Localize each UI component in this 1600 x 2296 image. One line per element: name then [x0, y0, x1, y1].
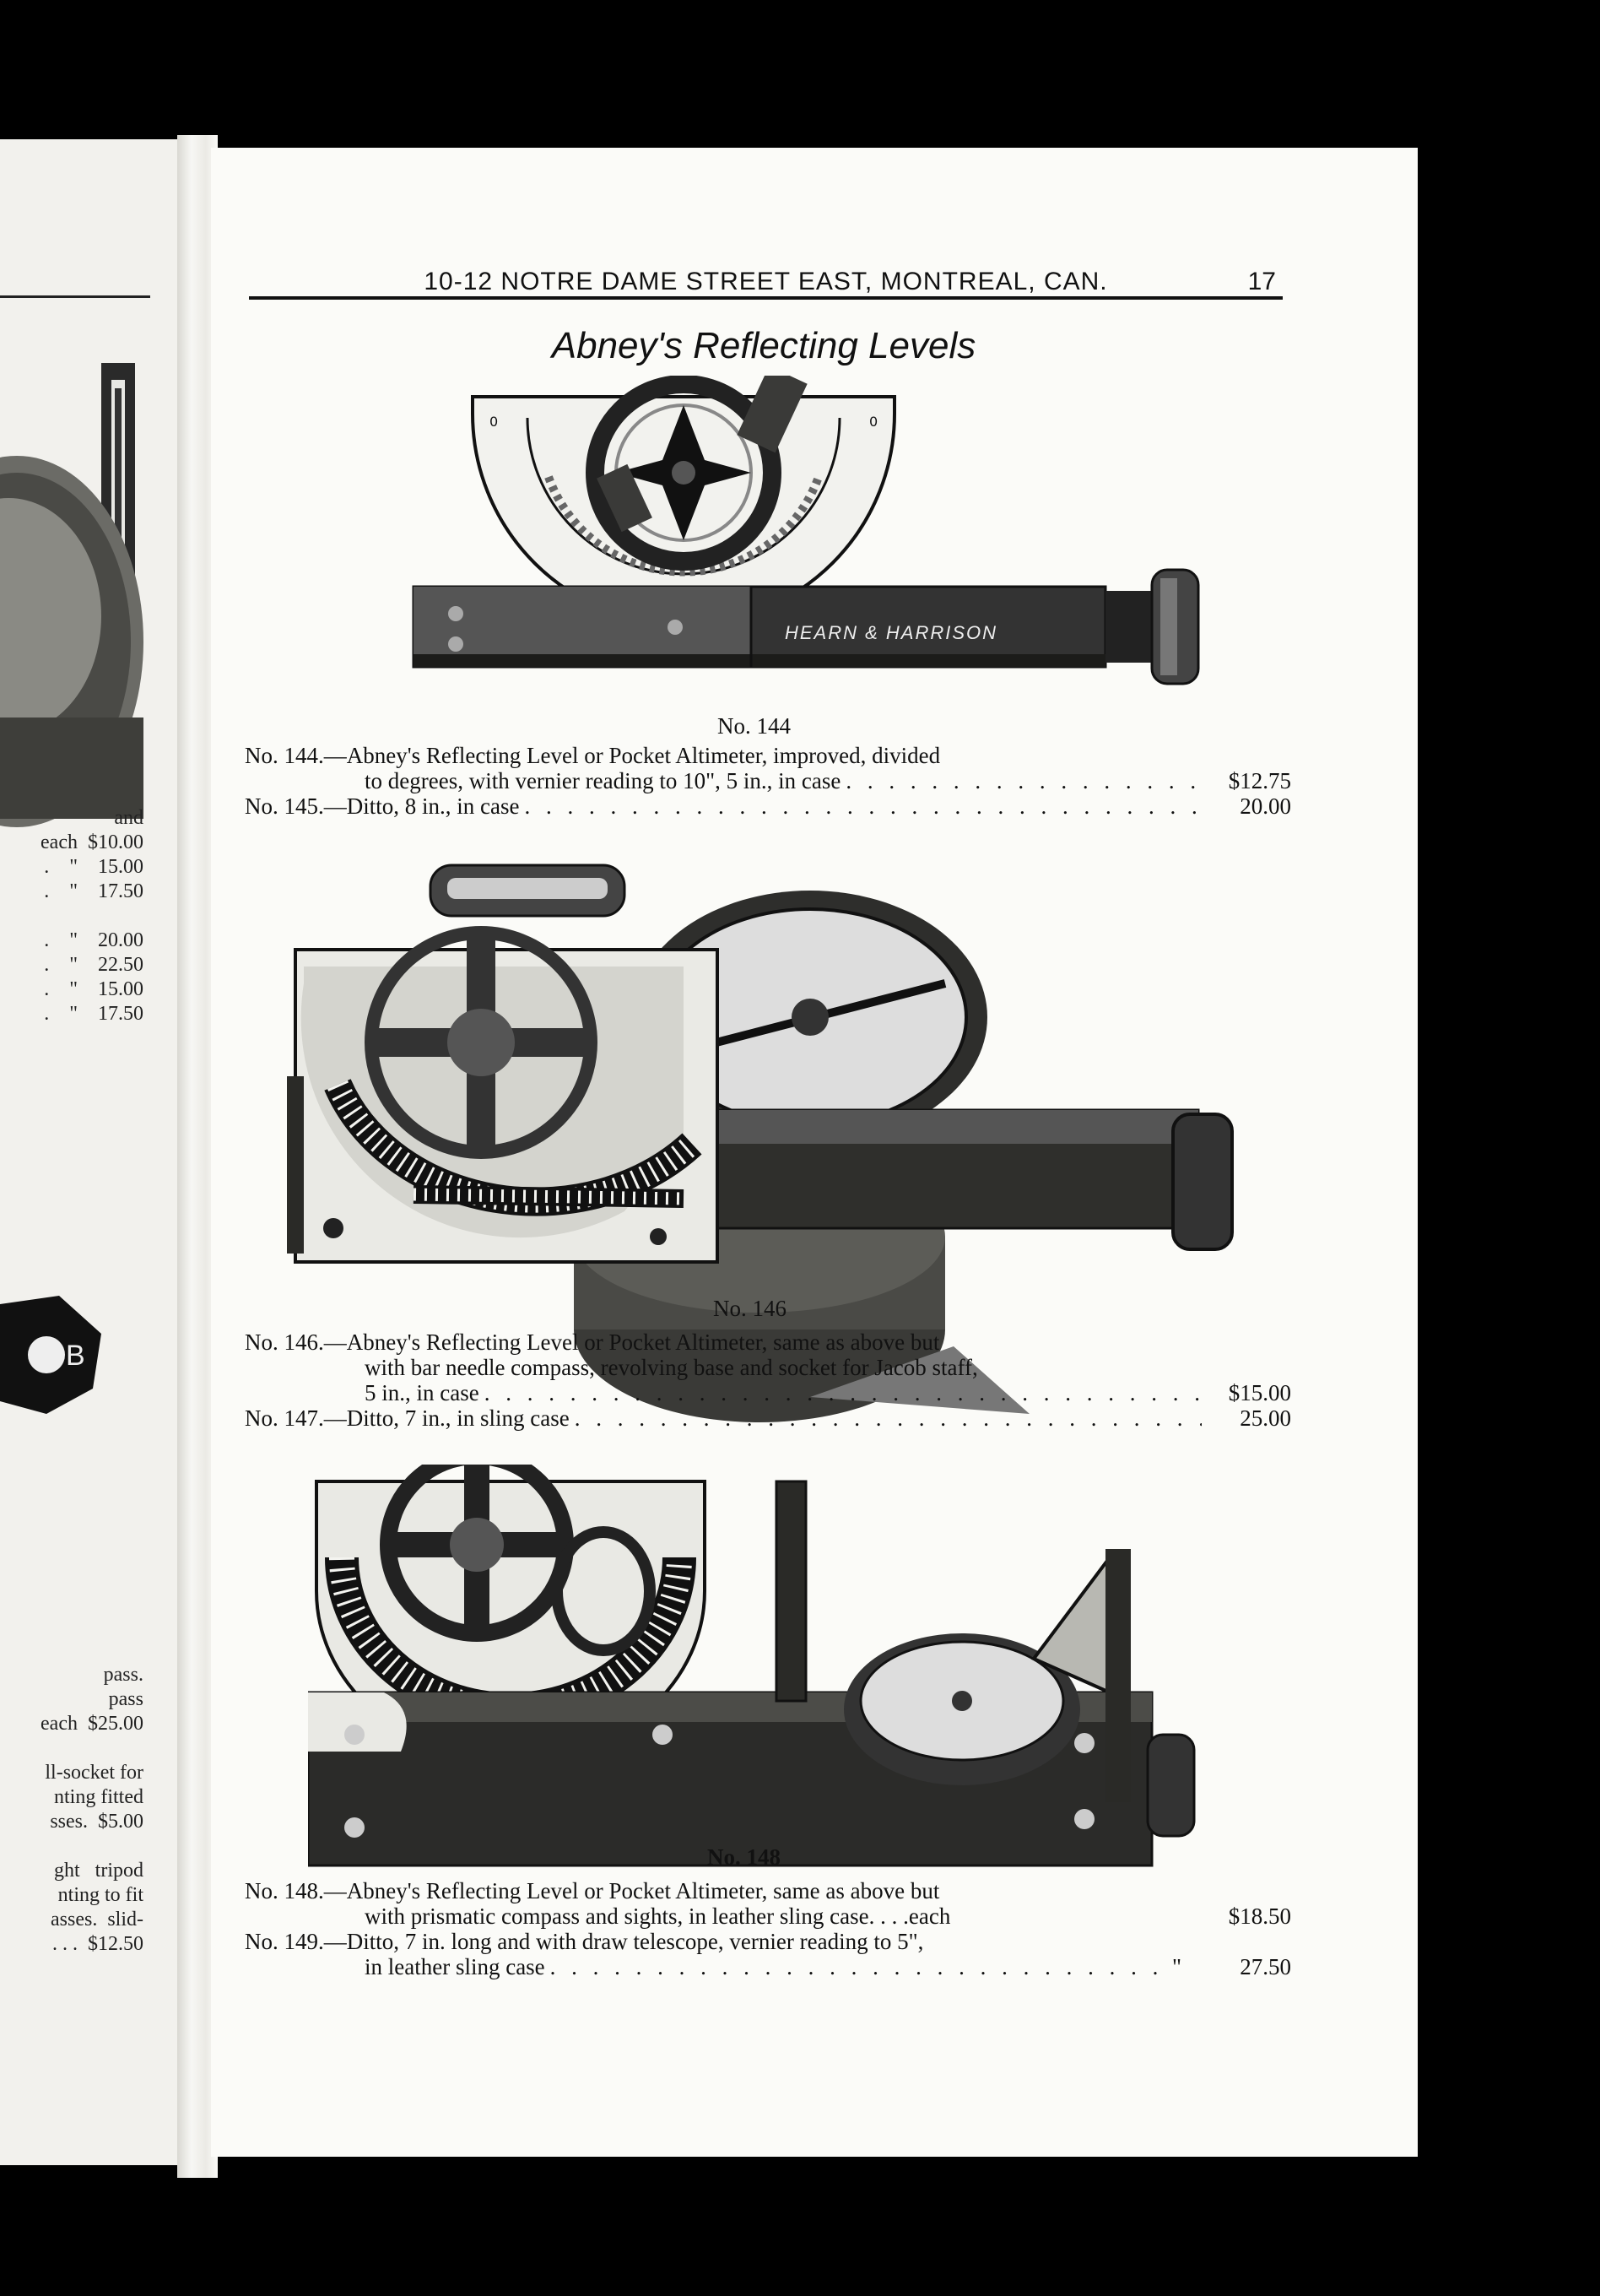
previous-page-line: . " 22.50 — [44, 954, 143, 976]
figure-label-no-148: No. 148 — [707, 1844, 781, 1870]
previous-page-line: asses. slid- — [51, 1909, 143, 1930]
previous-page-line: pass. — [103, 1664, 143, 1686]
svg-text:0: 0 — [869, 414, 878, 430]
entry-description: with bar needle compass, revolving base and socket for Jacob staff, — [365, 1355, 978, 1380]
entry-description: —Ditto, 7 in., in sling case — [323, 1405, 570, 1431]
catalog-entry-line — [245, 1903, 1291, 1929]
previous-page-line: ght tripod — [54, 1860, 143, 1882]
page-header — [249, 266, 1283, 300]
previous-page-line: nting fitted — [54, 1786, 143, 1808]
previous-page-line: . " 20.00 — [44, 929, 143, 951]
catalog-entry-line — [245, 768, 1291, 793]
catalog-entry-line — [245, 743, 1291, 768]
badge-letter: B — [66, 1340, 85, 1372]
previous-page-line: nting to fit — [57, 1884, 143, 1906]
dot-leader — [484, 1380, 1202, 1405]
entry-price: 20.00 — [1240, 793, 1291, 819]
entry-group-146-147 — [245, 1329, 1291, 1431]
entry-description: —Abney's Reflecting Level or Pocket Altimeter, improved, divided — [323, 743, 941, 768]
entry-description: 5 in., in case — [365, 1380, 479, 1405]
entry-description: to degrees, with vernier reading to 10", 5 in., in case — [365, 768, 841, 793]
catalog-entry-line — [245, 1355, 1291, 1380]
entry-description: with prismatic compass and sights, in leather sling case. . . .each — [365, 1903, 951, 1929]
page-number: 17 — [1247, 268, 1276, 295]
entry-price: $15.00 — [1228, 1380, 1291, 1405]
catalog-entry-line — [245, 1329, 1291, 1355]
figure-label-no-146: No. 146 — [713, 1296, 786, 1321]
previous-page-line: pass — [108, 1688, 143, 1710]
entry-price: 25.00 — [1240, 1405, 1291, 1431]
previous-page-line: . " 15.00 — [44, 978, 143, 1000]
maker-mark: HEARN & HARRISON — [785, 622, 998, 643]
entry-description: in leather sling case — [365, 1954, 545, 1979]
previous-page-fragment — [0, 139, 196, 2165]
entry-number: No. 145. — [245, 793, 324, 819]
entry-number: No. 147. — [245, 1405, 324, 1431]
entry-number: No. 144. — [245, 743, 324, 768]
previous-page-line — [0, 904, 143, 929]
page-title: Abney's Reflecting Levels — [551, 325, 976, 366]
catalog-page — [211, 148, 1418, 2157]
catalog-entry-line — [245, 1380, 1291, 1405]
previous-page-line: each $25.00 — [41, 1713, 143, 1735]
catalog-entry-line — [245, 1929, 1291, 1954]
ditto-mark: " — [1171, 1954, 1181, 1979]
previous-page-price-list-2 — [0, 1663, 143, 1957]
figure-label-no-144: No. 144 — [717, 713, 791, 739]
previous-page-line: each $10.00 — [41, 831, 143, 853]
previous-page-line: sses. $5.00 — [50, 1811, 143, 1833]
catalog-entry-line — [245, 1954, 1291, 1979]
dot-leader — [575, 1405, 1202, 1431]
entry-number: No. 149. — [245, 1929, 324, 1954]
header-address: 10-12 NOTRE DAME STREET EAST, MONTREAL, CAN. — [424, 268, 1108, 295]
entry-group-144-145 — [245, 743, 1291, 819]
catalog-entry-line — [245, 793, 1291, 819]
entry-number: No. 148. — [245, 1878, 324, 1903]
previous-page-line: . " 17.50 — [44, 1003, 143, 1025]
dot-leader — [550, 1954, 1167, 1979]
previous-page-line: . " 17.50 — [44, 880, 143, 902]
catalog-entry-line — [245, 1878, 1291, 1903]
entry-price: 27.50 — [1240, 1954, 1291, 1979]
entry-description: —Ditto, 8 in., in case — [323, 793, 520, 819]
previous-page-line — [0, 1736, 143, 1761]
previous-page-line: . " 15.00 — [44, 856, 143, 878]
previous-page-line: ll-socket for — [45, 1762, 143, 1784]
dot-leader — [846, 768, 1202, 793]
entry-price: $12.75 — [1228, 768, 1291, 793]
entry-price: $18.50 — [1228, 1903, 1291, 1929]
compass-badge-icon — [0, 1296, 110, 1414]
previous-page-line — [0, 1834, 143, 1859]
dot-leader — [524, 793, 1202, 819]
entry-number: No. 146. — [245, 1329, 324, 1355]
previous-page-price-list — [0, 806, 143, 1026]
entry-description: —Abney's Reflecting Level or Pocket Altimeter, same as above but — [323, 1878, 940, 1903]
entry-description: —Ditto, 7 in. long and with draw telescope, vernier reading to 5", — [323, 1929, 924, 1954]
catalog-entry-line — [245, 1405, 1291, 1431]
previous-page-line: and — [109, 807, 143, 829]
previous-page-line: . . . $12.50 — [52, 1933, 143, 1955]
previous-page-header-rule — [0, 295, 150, 298]
svg-text:0: 0 — [489, 414, 499, 430]
entry-description: —Abney's Reflecting Level or Pocket Altimeter, same as above but — [323, 1329, 940, 1355]
entry-group-148-149 — [245, 1878, 1291, 1979]
